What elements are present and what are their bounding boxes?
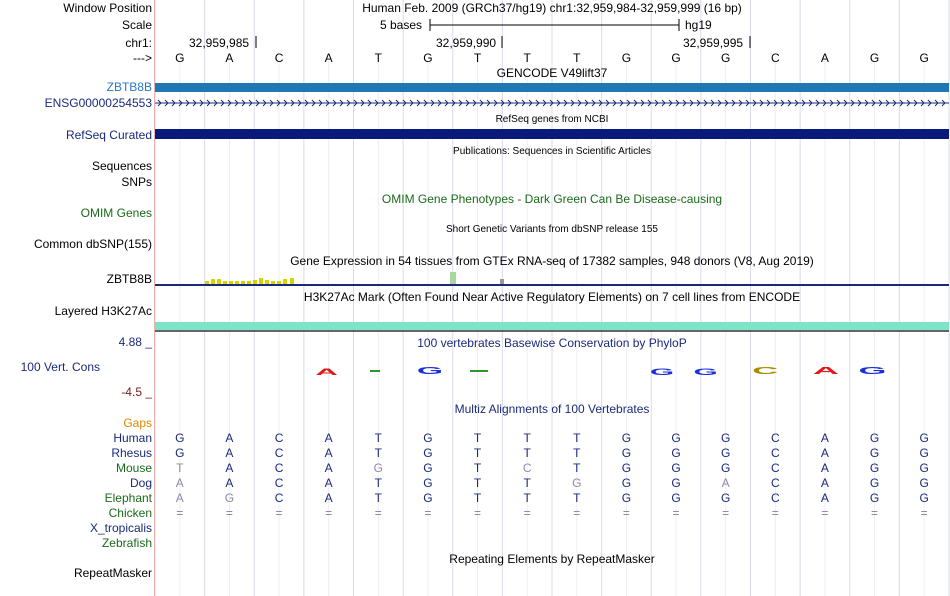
gtex-bar: [229, 281, 233, 284]
alignment-base: G: [621, 461, 632, 475]
window-position-label: Window Position: [63, 1, 152, 15]
sequence-base: G: [869, 51, 880, 65]
sequence-base: C: [770, 51, 780, 65]
gtex-bar: [450, 272, 456, 284]
scale-label: Scale: [121, 18, 152, 32]
alignment-base: C: [770, 491, 780, 505]
multiz-track-title: Multiz Alignments of 100 Vertebrates: [454, 402, 650, 416]
alignment-base: T: [523, 446, 531, 460]
alignment-base: G: [423, 446, 433, 460]
alignment-base: T: [374, 431, 382, 445]
alignment-base: C: [274, 446, 284, 460]
refseq-label[interactable]: RefSeq Curated: [65, 128, 152, 142]
conservation-max: 4.88 _: [118, 335, 152, 349]
alignment-base: C: [770, 431, 780, 445]
omim-label[interactable]: OMIM Genes: [80, 206, 152, 220]
conservation-logo-glyph: G: [649, 366, 675, 377]
alignment-base: T: [523, 431, 531, 445]
alignment-base: G: [671, 491, 681, 505]
gtex-bar: [205, 281, 209, 284]
gtex-label[interactable]: ZBTB8B: [106, 272, 152, 286]
gtex-bar: [259, 278, 263, 284]
species-label[interactable]: Human: [113, 431, 152, 445]
conservation-logo-glyph: A: [315, 366, 338, 377]
alignment-base: A: [324, 491, 333, 505]
alignment-base: G: [869, 461, 880, 475]
alignment-base: G: [621, 491, 632, 505]
publications-label[interactable]: Sequences: [91, 159, 152, 173]
alignment-base: T: [473, 476, 482, 490]
conservation-min: -4.5 _: [121, 385, 152, 399]
sequence-base: G: [175, 51, 185, 65]
sequence-base: T: [523, 51, 531, 65]
alignment-base: A: [225, 476, 234, 490]
alignment-base: =: [821, 506, 829, 520]
conservation-tick: [370, 370, 380, 372]
refseq-gene-bar: [155, 129, 949, 139]
h3k27ac-track-title: H3K27Ac Mark (Often Found Near Active Regulatory Elements) on 7 cell lines from ENCODE: [303, 290, 801, 304]
alignment-base: G: [869, 491, 880, 505]
alignment-base: G: [721, 431, 731, 445]
alignment-base: A: [820, 446, 829, 460]
alignment-base: T: [473, 431, 482, 445]
sequence-base: G: [423, 51, 433, 65]
conservation-logo-glyph: A: [812, 364, 839, 377]
alignment-base: G: [671, 461, 681, 475]
conservation-track-title: 100 vertebrates Basewise Conservation by PhyloP: [417, 336, 687, 350]
alignment-base: G: [671, 431, 681, 445]
species-label[interactable]: Chicken: [108, 506, 152, 520]
species-label[interactable]: Dog: [129, 476, 152, 490]
alignment-base: C: [770, 446, 780, 460]
alignment-base: G: [869, 476, 880, 490]
h3k27ac-label[interactable]: Layered H3K27Ac: [54, 304, 152, 318]
alignment-base: G: [423, 431, 433, 445]
sequence-base: A: [324, 51, 333, 65]
sequence-base: A: [820, 51, 829, 65]
gtex-bar: [223, 281, 227, 284]
dbsnp-label[interactable]: Common dbSNP(155): [33, 237, 152, 251]
alignment-base: G: [175, 431, 185, 445]
alignment-base: =: [523, 506, 531, 520]
repeatmasker-label[interactable]: RepeatMasker: [73, 566, 152, 580]
alignment-base: G: [919, 431, 929, 445]
conservation-label[interactable]: 100 Vert. Cons: [20, 360, 100, 374]
alignment-base: G: [671, 446, 681, 460]
alignment-base: G: [621, 446, 632, 460]
gencode-gene-label[interactable]: ZBTB8B: [106, 80, 152, 94]
alignment-base: C: [522, 461, 532, 475]
alignment-base: G: [919, 476, 929, 490]
gtex-bar: [500, 279, 504, 284]
gtex-bar: [283, 279, 287, 284]
alignment-base: =: [474, 506, 482, 520]
alignment-base: G: [572, 476, 582, 490]
alignment-base: T: [374, 446, 382, 460]
window-position-value[interactable]: Human Feb. 2009 (GRCh37/hg19) chr1:32,959,984-32,959,999 (16 bp): [362, 1, 742, 15]
alignment-base: =: [275, 506, 283, 520]
alignment-base: T: [176, 461, 184, 475]
sequence-base: G: [919, 51, 929, 65]
gtex-bar: [235, 281, 239, 284]
conservation-logo-glyph: C: [752, 364, 779, 377]
sequence-base: G: [621, 51, 632, 65]
conservation-logo-glyph: G: [693, 366, 718, 377]
alignment-base: A: [820, 476, 829, 490]
refseq-track-title: RefSeq genes from NCBI: [495, 114, 609, 125]
alignment-base: T: [573, 431, 581, 445]
gtex-bar: [247, 281, 251, 284]
coord-tick-label: 32,959,985: [189, 36, 250, 50]
alignment-base: A: [324, 461, 333, 475]
repeatmasker-track-title: Repeating Elements by RepeatMasker: [449, 552, 655, 566]
alignment-base: A: [225, 446, 234, 460]
species-label[interactable]: Mouse: [115, 461, 152, 475]
scale-bases: 5 bases: [380, 18, 423, 32]
alignment-base: =: [722, 506, 730, 520]
alignment-base: C: [274, 476, 284, 490]
alignment-base: =: [672, 506, 680, 520]
alignment-base: A: [225, 461, 234, 475]
gtex-bar: [290, 278, 294, 284]
alignment-base: G: [621, 431, 632, 445]
alignment-base: G: [621, 476, 632, 490]
alignment-base: =: [225, 506, 233, 520]
alignment-base: G: [919, 491, 929, 505]
alignment-base: G: [919, 461, 929, 475]
coord-tick-label: 32,959,995: [683, 36, 744, 50]
gtex-bar: [217, 279, 221, 284]
species-label[interactable]: Zebrafish: [101, 536, 152, 550]
alignment-base: =: [920, 506, 928, 520]
alignment-base: C: [770, 476, 780, 490]
alignment-base: G: [423, 491, 433, 505]
alignment-base: A: [820, 431, 829, 445]
alignment-base: C: [770, 461, 780, 475]
alignment-base: T: [573, 491, 581, 505]
gencode-gene-bar: [155, 83, 949, 92]
alignment-base: A: [820, 491, 829, 505]
alignment-base: C: [274, 491, 284, 505]
publications-track-title: Publications: Sequences in Scientific Articles: [453, 146, 651, 157]
alignment-base: A: [324, 431, 333, 445]
alignment-base: =: [871, 506, 879, 520]
sequence-base: G: [671, 51, 681, 65]
alignment-base: A: [175, 491, 184, 505]
alignment-base: =: [424, 506, 432, 520]
scale-assembly: hg19: [685, 18, 712, 32]
alignment-base: T: [523, 491, 531, 505]
alignment-base: T: [573, 461, 581, 475]
gencode-id-label[interactable]: ENSG00000254553: [44, 96, 152, 110]
sequence-base: T: [473, 51, 482, 65]
species-label[interactable]: Elephant: [104, 491, 152, 505]
alignment-base: G: [721, 461, 731, 475]
alignment-base: G: [175, 446, 185, 460]
gtex-bar: [277, 281, 281, 284]
alignment-base: G: [423, 461, 433, 475]
gencode-track-title: GENCODE V49lift37: [496, 66, 608, 80]
conservation-tick: [470, 370, 488, 372]
alignment-base: =: [325, 506, 333, 520]
alignment-base: =: [374, 506, 382, 520]
strand-label: --->: [133, 51, 152, 65]
gtex-track-title: Gene Expression in 54 tissues from GTEx RNA-seq of 17382 samples, 948 donors (V8, Aug 2019): [290, 254, 814, 268]
alignment-base: C: [274, 431, 284, 445]
alignment-base: T: [473, 461, 482, 475]
alignment-base: A: [721, 476, 730, 490]
alignment-base: T: [473, 446, 482, 460]
sequence-base: T: [573, 51, 581, 65]
gtex-bar: [253, 280, 257, 284]
alignment-base: A: [820, 461, 829, 475]
species-label[interactable]: Rhesus: [111, 446, 152, 460]
alignment-base: T: [374, 491, 382, 505]
alignment-base: G: [423, 476, 433, 490]
alignment-base: A: [225, 431, 234, 445]
alignment-base: =: [622, 506, 630, 520]
alignment-base: G: [869, 431, 880, 445]
alignment-base: C: [274, 461, 284, 475]
conservation-logo-glyph: G: [858, 364, 887, 377]
conservation-logo-glyph: G: [416, 365, 444, 377]
alignment-base: G: [721, 446, 731, 460]
coord-tick-label: 32,959,990: [436, 36, 497, 50]
alignment-base: G: [224, 491, 235, 505]
species-label[interactable]: X_tropicalis: [89, 521, 152, 535]
chrom-label: chr1:: [125, 36, 152, 50]
sequence-base: C: [274, 51, 284, 65]
alignment-base: G: [721, 491, 731, 505]
gtex-bar: [241, 281, 245, 284]
alignment-base: A: [175, 476, 184, 490]
h3k27ac-signal: [155, 322, 949, 330]
sequence-base: T: [374, 51, 382, 65]
dbsnp-track-title: Short Genetic Variants from dbSNP release 155: [446, 224, 658, 235]
alignment-base: T: [374, 476, 382, 490]
alignment-base: =: [176, 506, 184, 520]
gtex-bar: [211, 279, 215, 284]
alignment-base: A: [324, 446, 333, 460]
label-divider: [154, 0, 155, 596]
alignment-base: T: [523, 476, 531, 490]
alignment-base: =: [771, 506, 779, 520]
alignment-base: G: [869, 446, 880, 460]
alignment-base: G: [919, 446, 929, 460]
omim-track-title: OMIM Gene Phenotypes - Dark Green Can Be Disease-causing: [381, 192, 723, 206]
alignment-base: T: [473, 491, 482, 505]
sequence-base: G: [721, 51, 731, 65]
alignment-base: G: [373, 461, 383, 475]
gtex-bar: [265, 280, 269, 284]
snps-label[interactable]: SNPs: [121, 175, 152, 189]
gaps-label[interactable]: Gaps: [123, 416, 152, 430]
alignment-base: A: [324, 476, 333, 490]
alignment-base: T: [573, 446, 581, 460]
alignment-base: =: [573, 506, 581, 520]
alignment-base: G: [671, 476, 681, 490]
sequence-base: A: [225, 51, 234, 65]
gtex-bar: [271, 281, 275, 284]
